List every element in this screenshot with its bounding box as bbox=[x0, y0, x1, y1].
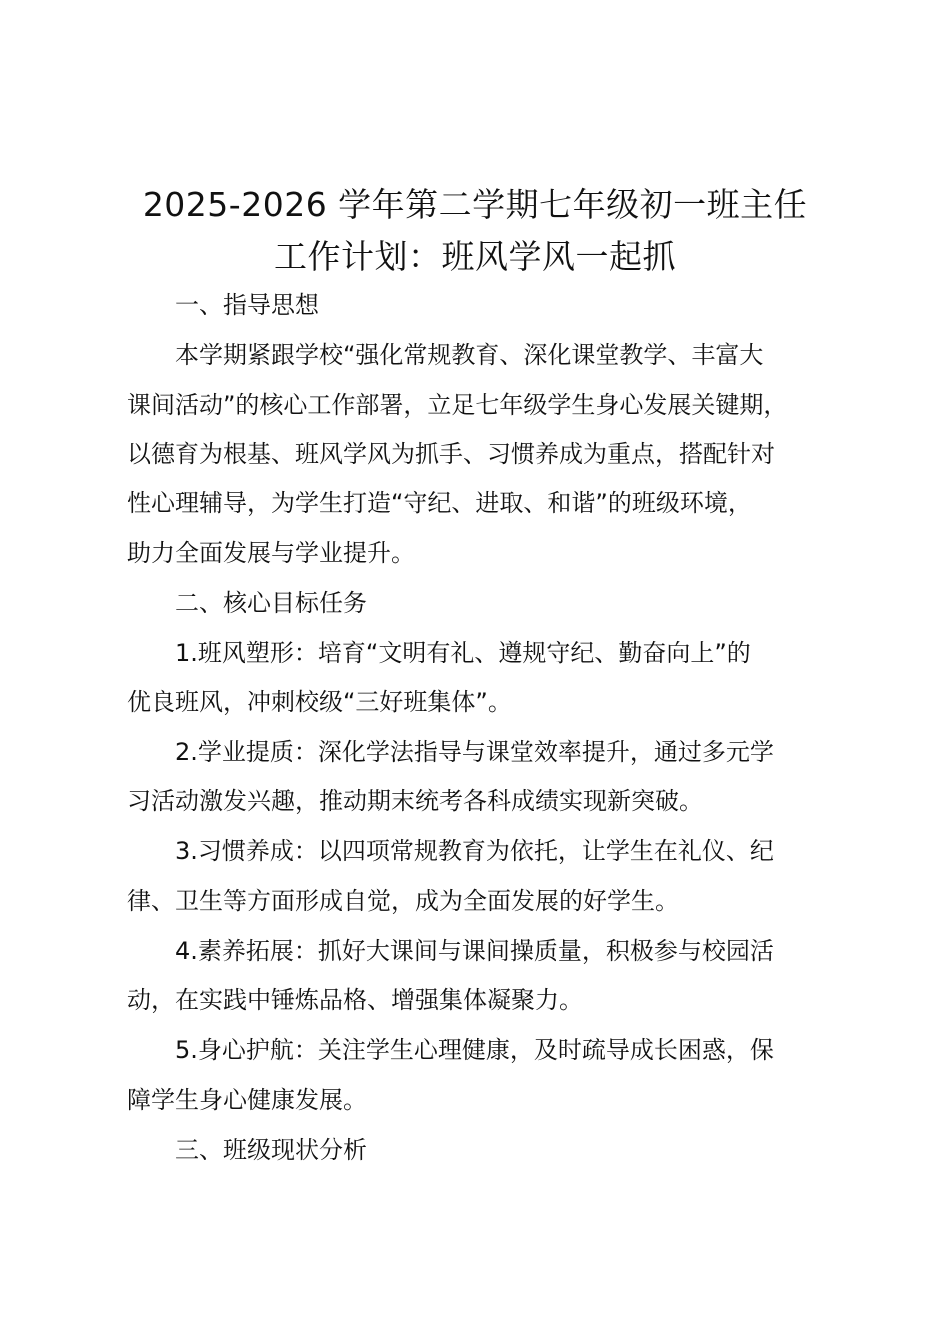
paragraph-line: 5.身心护航：关注学生心理健康，及时疏导成长困惑，保 bbox=[127, 1036, 774, 1064]
paragraph-line: 3.习惯养成：以四项常规教育为依托，让学生在礼仪、纪 bbox=[127, 837, 774, 865]
paragraph-line: 律、卫生等方面形成自觉，成为全面发展的好学生。 bbox=[127, 887, 679, 915]
paragraph-line: 性心理辅导，为学生打造“守纪、进取、和谐”的班级环境， bbox=[127, 489, 752, 517]
section-heading-core-goals: 二、核心目标任务 bbox=[127, 589, 367, 617]
paragraph-line: 本学期紧跟学校“强化常规教育、深化课堂教学、丰富大 bbox=[127, 341, 764, 369]
paragraph-line: 障学生身心健康发展。 bbox=[127, 1086, 367, 1114]
section-heading-guiding-ideology: 一、指导思想 bbox=[127, 291, 319, 319]
paragraph-line: 2.学业提质：深化学法指导与课堂效率提升，通过多元学 bbox=[127, 738, 774, 766]
section-heading-class-status: 三、班级现状分析 bbox=[127, 1136, 367, 1164]
document-title-line-1: 2025-2026 学年第二学期七年级初一班主任 bbox=[142, 185, 808, 224]
paragraph-line: 以德育为根基、班风学风为抓手、习惯养成为重点，搭配针对 bbox=[127, 440, 775, 468]
paragraph-line: 动，在实践中锤炼品格、增强集体凝聚力。 bbox=[127, 986, 583, 1014]
document-title-line-2: 工作计划：班风学风一起抓 bbox=[274, 237, 676, 276]
paragraph-line: 4.素养拓展：抓好大课间与课间操质量，积极参与校园活 bbox=[127, 937, 774, 965]
paragraph-line: 习活动激发兴趣，推动期末统考各科成绩实现新突破。 bbox=[127, 787, 703, 815]
paragraph-line: 优良班风，冲刺校级“三好班集体”。 bbox=[127, 688, 512, 716]
paragraph-line: 课间活动”的核心工作部署，立足七年级学生身心发展关键期， bbox=[127, 391, 788, 419]
paragraph-line: 助力全面发展与学业提升。 bbox=[127, 539, 415, 567]
paragraph-line: 1.班风塑形：培育“文明有礼、遵规守纪、勤奋向上”的 bbox=[127, 639, 751, 667]
